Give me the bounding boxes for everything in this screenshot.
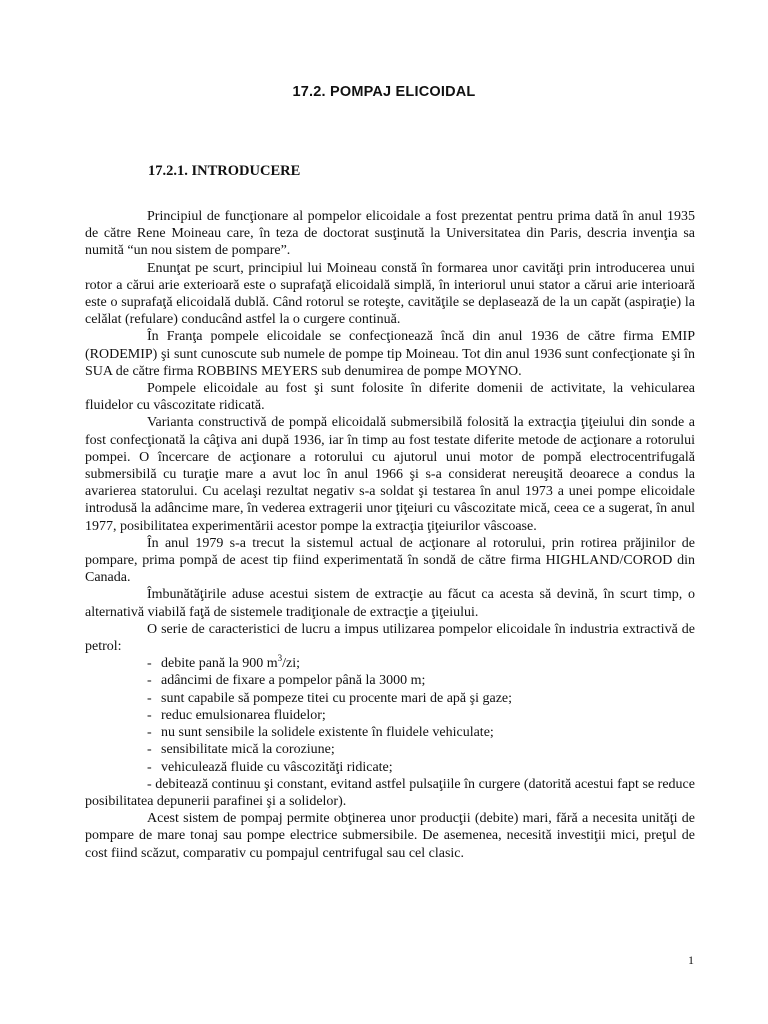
list-dash: - — [147, 656, 152, 672]
list-item — [147, 759, 695, 776]
list-item-text: debite pană la 900 m — [161, 656, 278, 672]
list-dash: - — [147, 673, 152, 689]
list-item-text: /zi; — [282, 656, 301, 672]
list-item — [147, 652, 695, 672]
list-item-text: nu sunt sensibile la solidele existente în fluidele vehiculate; — [161, 725, 494, 741]
list-item — [147, 707, 695, 724]
page-title: 17.2. POMPAJ ELICOIDAL — [292, 84, 476, 100]
section-heading: 17.2.1. INTRODUCERE — [148, 163, 301, 179]
document-body — [85, 208, 695, 862]
list-dash: - — [147, 759, 152, 775]
superscript: 3 — [277, 652, 283, 663]
list-item-text: reduc emulsionarea fluidelor; — [161, 707, 326, 723]
paragraph: Enunţat pe scurt, principiul lui Moineau constă în formarea unor cavităţi prin introducerea unui rotor a cărui arie exterioară este o suprafaţă elicoidală simplă, în interiorul unui stator a cărui arie interioară este o suprafaţă elicoidală dublă. Când rotorul se roteşte, cavităţile se deplasează de la un capăt (aspiraţie) la celălat (refulare) conducând astfel la o curgere continuă. — [85, 260, 695, 328]
paragraph: Îmbunătăţirile aduse acestui sistem de extracţie au făcut ca acesta să devină, în scurt timp, o alternativă viabilă faţă de sistemele tradiţionale de extracţie a ţiţeiului. — [85, 587, 695, 620]
paragraph: Acest sistem de pompaj permite obţinerea unor producţii (debite) mari, fără a necesita unităţi de pompare de mare tonaj sau pompe electrice submersibile. De asemenea, necesită investiţii mici, preţul de cost fiind scăzut, comparativ cu pompajul centrifugal sau cel clasic. — [85, 811, 695, 861]
list-item — [147, 724, 695, 741]
paragraph: În anul 1979 s-a trecut la sistemul actual de acţionare al rotorului, prin rotirea prăjinilor de pompare, prima pompă de acest tip fiind experimentată în sondă de către firma HIGHLAND/COROD din Canada. — [85, 535, 695, 586]
characteristics-list — [85, 652, 695, 775]
list-item — [147, 690, 695, 707]
paragraph: Varianta constructivă de pompă elicoidală submersibilă folosită la extracţia ţiţeiului din sonde a fost confecţionată la câţiva ani după 1936, iar în timp au fost testate diferite metode de acţionare a rotorului pompei. O încercare de acţionare a rotorului cu ajutorul unui motor de pompă electrocentrifugală submersibilă cu turaţie mare a avut loc în anul 1966 şi s-a considerat nereuşită deoarece a condus la avarierea statorului. Cu acelaşi rezultat negativ s-a soldat şi testarea în anul 1973 a unei pompe elicoidale introdusă la adâncime mare, în vederea extragerii unor ţiţeiuri cu vâscozitate mică, ceea ce a sugerat, în anul 1977, posibilitatea experimentării acestor pompe la extracţia ţiţeiurilor vâscoase. — [85, 415, 695, 534]
paragraph: În Franţa pompele elicoidale se confecţionează încă din anul 1936 de către firma EMIP (RODEMIP) şi sunt cunoscute sub numele de pompe tip Moineau. Tot din anul 1936 sunt confecţionate şi în SUA de către firma ROBBINS MEYERS sub denumirea de pompe MOYNO. — [85, 329, 695, 379]
list-item-text: sensibilitate mică la coroziune; — [161, 742, 335, 758]
page-number: 1 — [688, 953, 694, 967]
list-dash: - — [147, 725, 152, 741]
list-item — [147, 741, 695, 758]
list-item-continued: - debitează continuu şi constant, evitand astfel pulsaţiile în curgere (datorită acestui fapt se reduce posibilitatea depunerii parafinei şi a solidelor). — [85, 776, 695, 809]
paragraph: Principiul de funcţionare al pompelor elicoidale a fost prezentat pentru prima dată în anul 1935 de către Rene Moineau care, în teza de doctorat susţinută la Universitatea din Paris, descria invenţia sa numită “un nou sistem de pompare”. — [85, 209, 695, 259]
list-dash: - — [147, 690, 152, 706]
list-item-text: adâncimi de fixare a pompelor până la 3000 m; — [161, 673, 426, 689]
list-item-text: vehiculează fluide cu vâscozităţi ridicate; — [161, 759, 393, 775]
list-item-text: sunt capabile să pompeze titei cu procente mari de apă şi gaze; — [161, 690, 513, 706]
list-dash: - — [147, 707, 152, 723]
list-dash: - — [147, 742, 152, 758]
list-item — [147, 672, 695, 689]
paragraph: O serie de caracteristici de lucru a impus utilizarea pompelor elicoidale în industria extractivă de petrol: — [85, 621, 695, 655]
paragraph: Pompele elicoidale au fost şi sunt folosite în diferite domenii de activitate, la vehicularea fluidelor cu vâscozitate ridicată. — [85, 381, 695, 414]
